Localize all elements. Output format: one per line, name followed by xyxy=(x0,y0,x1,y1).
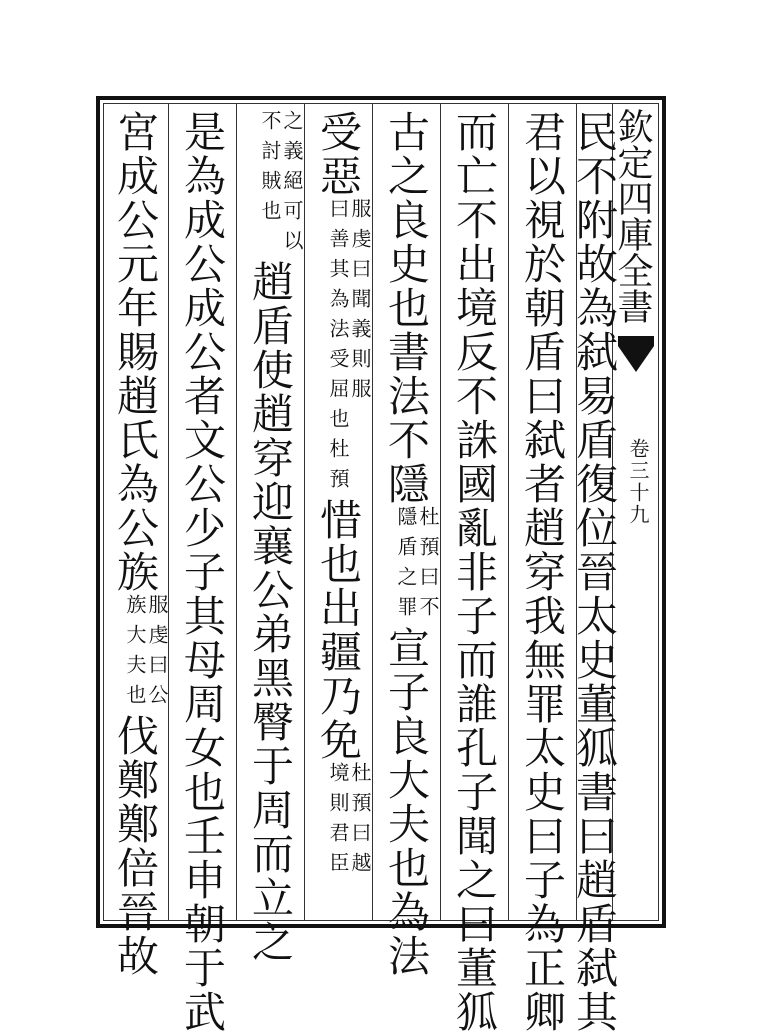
text-column-1 xyxy=(570,110,619,1034)
commentary-line: 境則君臣 xyxy=(326,762,350,882)
commentary-line: 之義絕可以 xyxy=(280,110,304,260)
commentary-line: 服虔曰聞義則服 xyxy=(348,198,372,408)
main-text: 宮成公元年賜趙氏為公族 xyxy=(111,110,160,594)
text-column-4 xyxy=(372,110,440,978)
main-text: 伐鄭鄭倍晉故 xyxy=(111,714,160,978)
commentary-note xyxy=(327,438,349,498)
main-text: 古之良史也書法不隱 xyxy=(382,110,431,506)
text-column-2 xyxy=(508,110,576,1034)
commentary-line: 杜預曰不 xyxy=(416,506,440,626)
book-title: 欽定四庫全書 xyxy=(612,108,653,324)
commentary-note xyxy=(124,594,168,714)
text-column-3 xyxy=(440,110,508,1034)
text-column-7 xyxy=(168,110,236,1034)
page-margin-strip xyxy=(614,108,658,918)
main-text: 民不附故為弑易盾復位晉太史董狐書曰趙盾弑其 xyxy=(570,110,619,1034)
main-text: 惜也出疆乃免 xyxy=(314,498,363,762)
volume-number: 卷三十九 xyxy=(626,438,650,526)
main-text: 是為成公成公者文公少子其母周女也壬申朝于武 xyxy=(178,110,227,1034)
text-column-5 xyxy=(304,110,372,915)
commentary-line: 服虔曰公 xyxy=(145,594,169,714)
commentary-line: 杜預曰越 xyxy=(348,762,372,882)
commentary-line: 隱盾之罪 xyxy=(394,506,418,626)
main-text: 宣子良大夫也為法 xyxy=(382,626,431,978)
commentary-note xyxy=(395,506,439,626)
main-text: 趙盾使趙穿迎襄公弟黑臀于周而立之 xyxy=(246,260,295,964)
commentary-line: 曰善其為法受屈也 xyxy=(326,198,350,438)
text-column-8 xyxy=(103,110,169,978)
fish-tail-mark xyxy=(618,346,654,372)
commentary-note xyxy=(327,762,371,882)
main-text: 受惡 xyxy=(314,110,363,198)
commentary-line: 不討賊也 xyxy=(258,110,282,230)
main-text: 而亡不出境反不誅國亂非子而誰孔子聞之曰董狐 xyxy=(450,110,499,1034)
commentary-note xyxy=(327,198,371,438)
commentary-line: 杜預 xyxy=(326,438,350,498)
text-column-6 xyxy=(236,110,304,964)
commentary-note xyxy=(259,110,303,260)
fish-tail-mark-bar xyxy=(618,336,654,346)
commentary-line: 族大夫也 xyxy=(123,594,147,714)
main-text: 君以視於朝盾曰弑者趙穿我無罪太史曰子為正卿 xyxy=(518,110,567,1034)
